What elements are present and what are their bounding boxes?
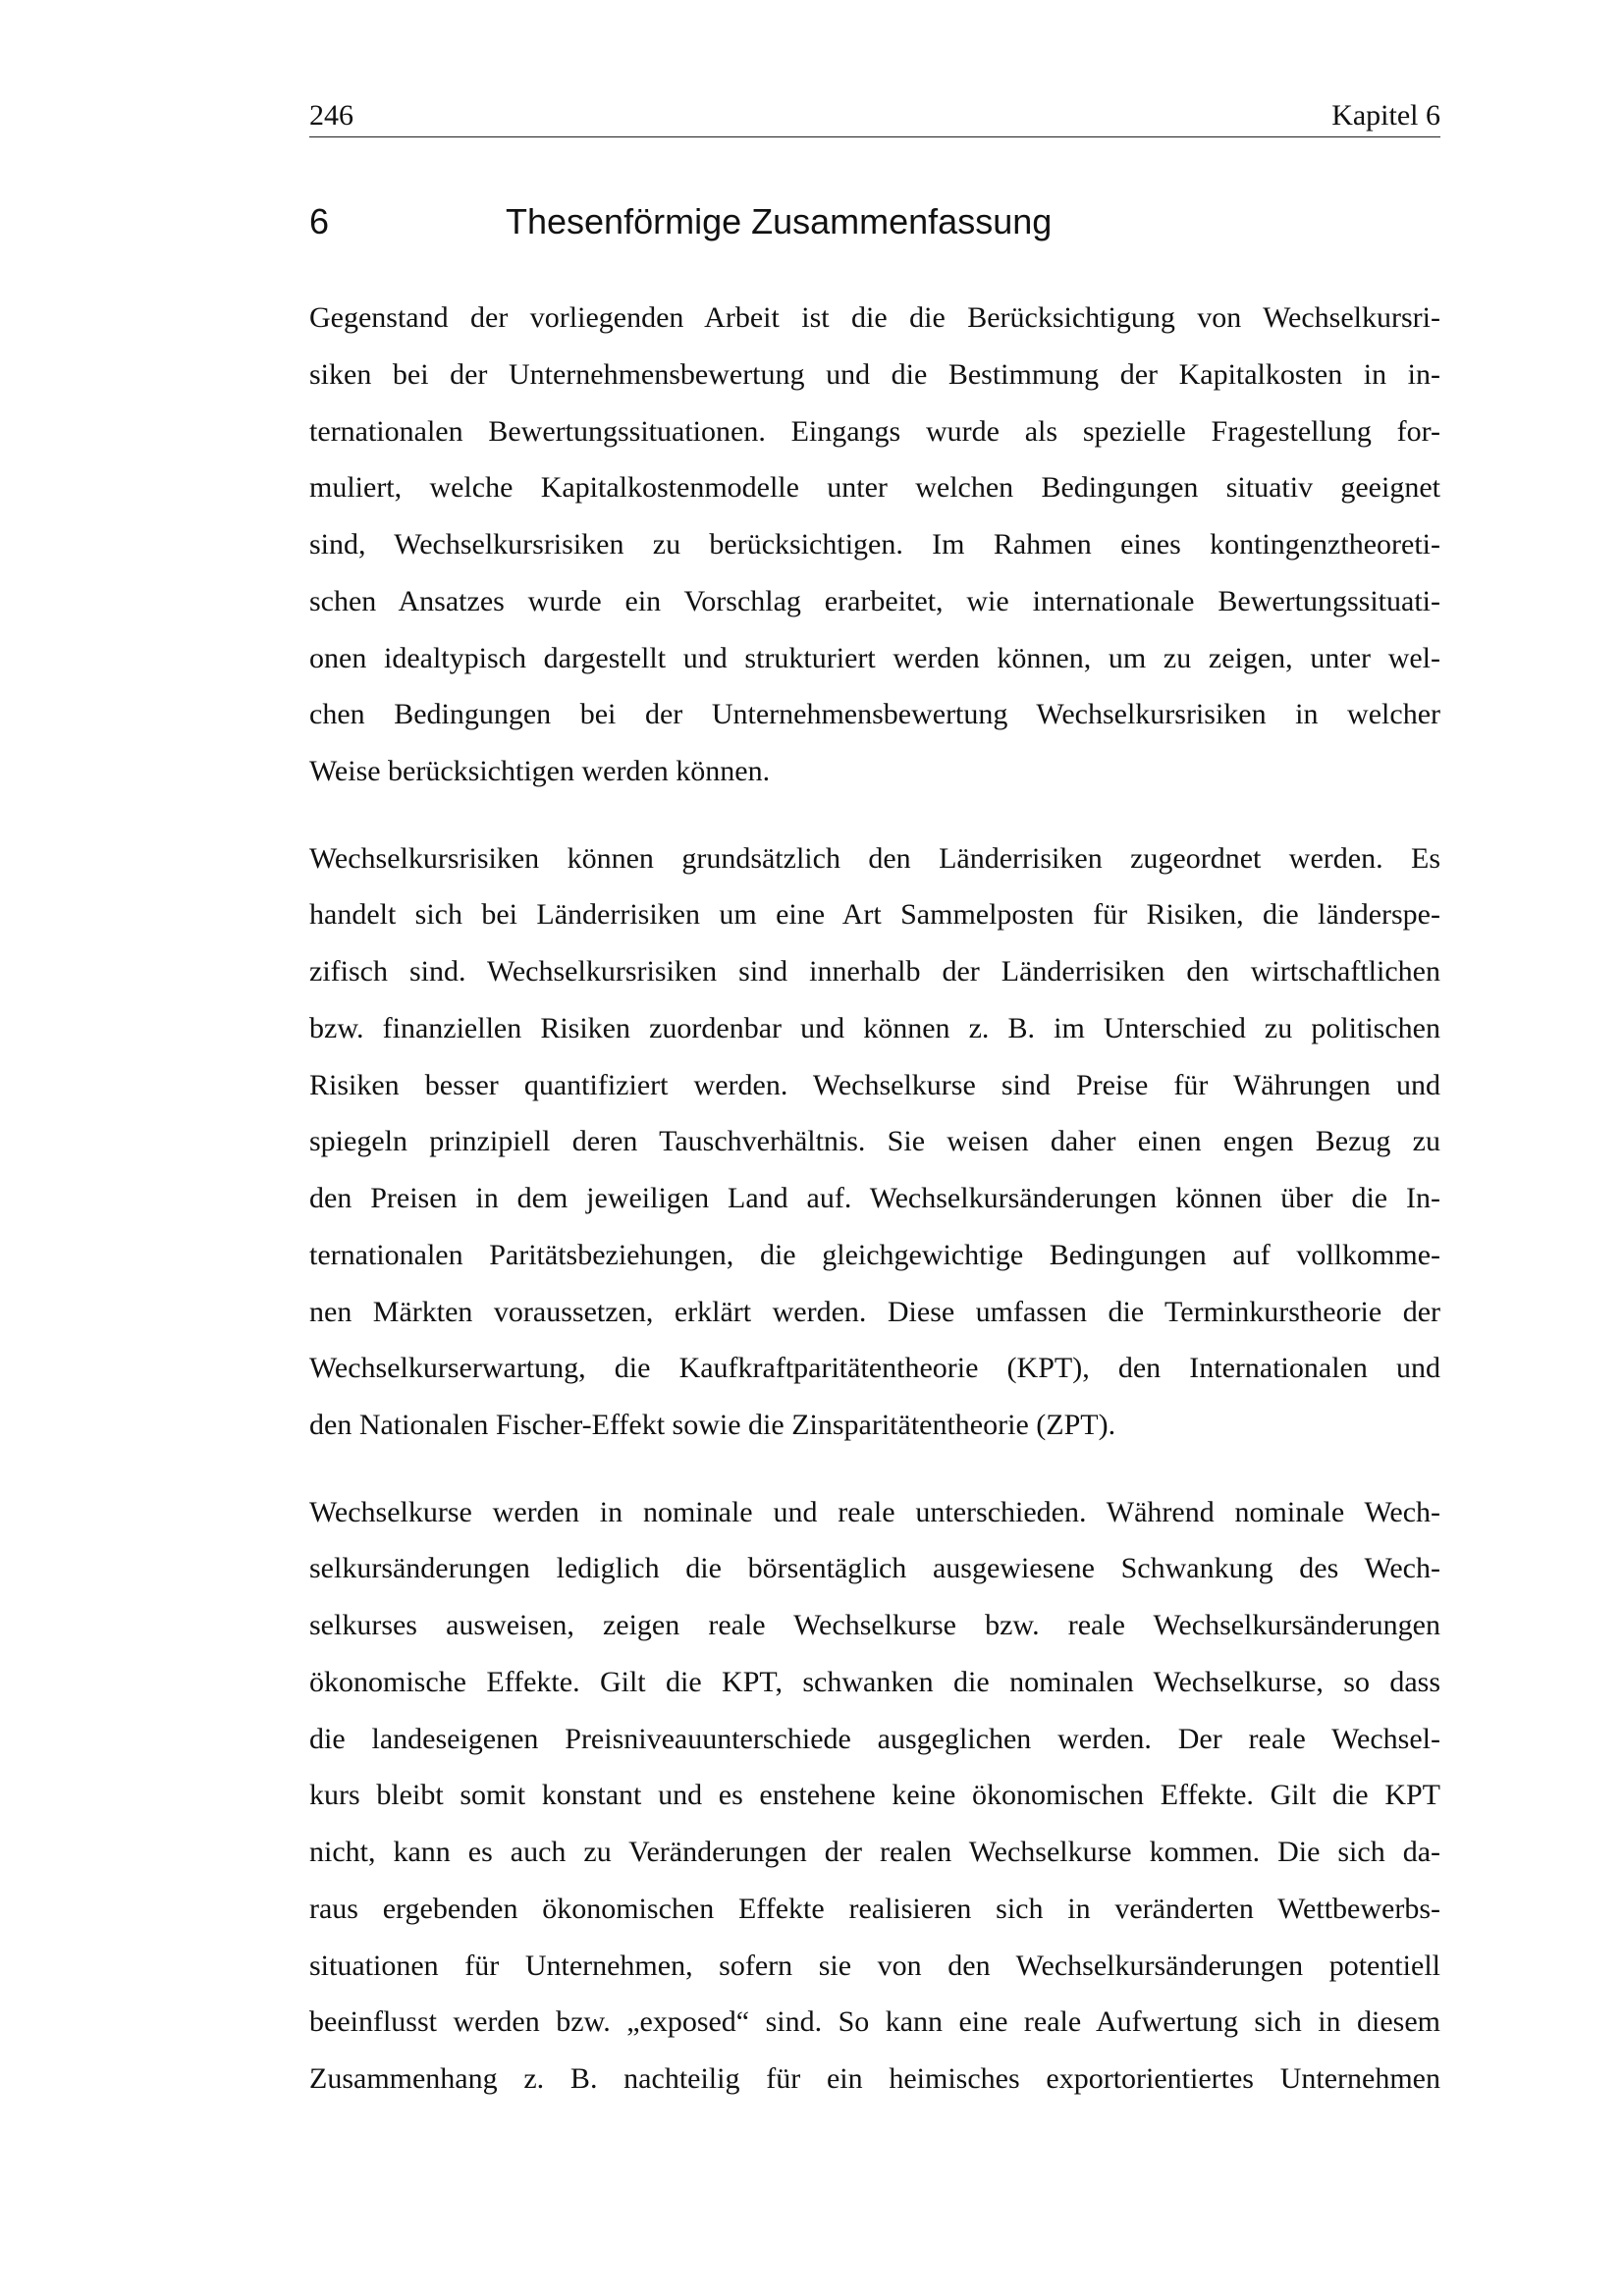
text-line: ternationalen Paritätsbeziehungen, die gleichgewichtige Bedingungen auf vollkomme- bbox=[309, 1238, 1440, 1271]
text-line: onen idealtypisch dargestellt und strukturiert werden können, um zu zeigen, unter wel- bbox=[309, 641, 1440, 674]
text-line: kurs bleibt somit konstant und es enstehene keine ökonomischen Effekte. Gilt die KPT bbox=[309, 1779, 1440, 1812]
running-header bbox=[309, 98, 1440, 133]
text-line: chen Bedingungen bei der Unternehmensbewertung Wechselkursrisiken in welcher bbox=[309, 698, 1440, 731]
text-line: Wechselkursrisiken können grundsätzlich den Länderrisiken zugeordnet werden. Es bbox=[309, 841, 1440, 875]
text-line: Gegenstand der vorliegenden Arbeit ist die die Berücksichtigung von Wechselkursri- bbox=[309, 301, 1440, 334]
text-line: handelt sich bei Länderrisiken um eine Art Sammelposten für Risiken, die länderspe- bbox=[309, 898, 1440, 932]
chapter-title: Thesenförmige Zusammenfassung bbox=[506, 201, 1053, 241]
text-line: beeinflusst werden bzw. „exposed“ sind. So kann eine reale Aufwertung sich in diesem bbox=[309, 2005, 1440, 2039]
text-line: siken bei der Unternehmensbewertung und die Bestimmung der Kapitalkosten in in- bbox=[309, 357, 1440, 391]
text-line: den Nationalen Fischer-Effekt sowie die Zinsparitätentheorie (ZPT). bbox=[309, 1409, 1116, 1441]
text-line: schen Ansatzes wurde ein Vorschlag erarbeitet, wie internationale Bewertungssituati- bbox=[309, 584, 1440, 617]
text-line: situationen für Unternehmen, sofern sie von den Wechselkursänderungen potentiell bbox=[309, 1949, 1440, 1982]
text-line: die landeseigenen Preisniveauunterschiede ausgeglichen werden. Der reale Wechsel- bbox=[309, 1722, 1440, 1755]
text-line: Zusammenhang z. B. nachteilig für ein heimisches exportorientiertes Unternehmen bbox=[309, 2062, 1440, 2095]
text-line: selkurses ausweisen, zeigen reale Wechselkurse bzw. reale Wechselkursänderungen bbox=[309, 1609, 1440, 1641]
text-line: Wechselkurse werden in nominale und reale unterschieden. Während nominale Wech- bbox=[309, 1495, 1440, 1528]
text-line: spiegeln prinzipiell deren Tauschverhältnis. Sie weisen daher einen engen Bezug zu bbox=[309, 1125, 1440, 1158]
chapter-heading bbox=[309, 200, 1440, 243]
text-line: Risiken besser quantifiziert werden. Wechselkurse sind Preise für Währungen und bbox=[309, 1068, 1440, 1101]
text-line: nicht, kann es auch zu Veränderungen der realen Wechselkurse kommen. Die sich da- bbox=[309, 1836, 1440, 1868]
header-rule bbox=[309, 136, 1440, 137]
text-line: selkursänderungen lediglich die börsentäglich ausgewiesene Schwankung des Wech- bbox=[309, 1552, 1440, 1585]
text-line: nen Märkten voraussetzen, erklärt werden. Diese umfassen die Terminkurstheorie der bbox=[309, 1295, 1440, 1328]
body-text bbox=[309, 290, 1440, 2138]
text-line: muliert, welche Kapitalkostenmodelle unter welchen Bedingungen situativ geeignet bbox=[309, 471, 1440, 505]
paragraph bbox=[309, 830, 1440, 1454]
text-line: sind, Wechselkursrisiken zu berücksichtigen. Im Rahmen eines kontingenztheoreti- bbox=[309, 528, 1440, 561]
paragraph bbox=[309, 1484, 1440, 2108]
text-line: raus ergebenden ökonomischen Effekte realisieren sich in veränderten Wettbewerbs- bbox=[309, 1892, 1440, 1925]
page-number: 246 bbox=[309, 99, 353, 132]
text-line: ökonomische Effekte. Gilt die KPT, schwanken die nominalen Wechselkurse, so dass bbox=[309, 1665, 1440, 1698]
text-line: Wechselkurserwartung, die Kaufkraftparitätentheorie (KPT), den Internationalen und bbox=[309, 1352, 1440, 1385]
text-line: Weise berücksichtigen werden können. bbox=[309, 755, 771, 787]
text-line: ternationalen Bewertungssituationen. Eingangs wurde als spezielle Fragestellung for- bbox=[309, 414, 1440, 448]
paragraph bbox=[309, 290, 1440, 800]
running-title: Kapitel 6 bbox=[1331, 99, 1440, 132]
chapter-number: 6 bbox=[309, 201, 330, 241]
text-line: bzw. finanziellen Risiken zuordenbar und können z. B. im Unterschied zu politischen bbox=[309, 1011, 1440, 1044]
text-line: den Preisen in dem jeweiligen Land auf. Wechselkursänderungen können über die In- bbox=[309, 1182, 1440, 1214]
text-line: zifisch sind. Wechselkursrisiken sind innerhalb der Länderrisiken den wirtschaftlichen bbox=[309, 955, 1440, 988]
